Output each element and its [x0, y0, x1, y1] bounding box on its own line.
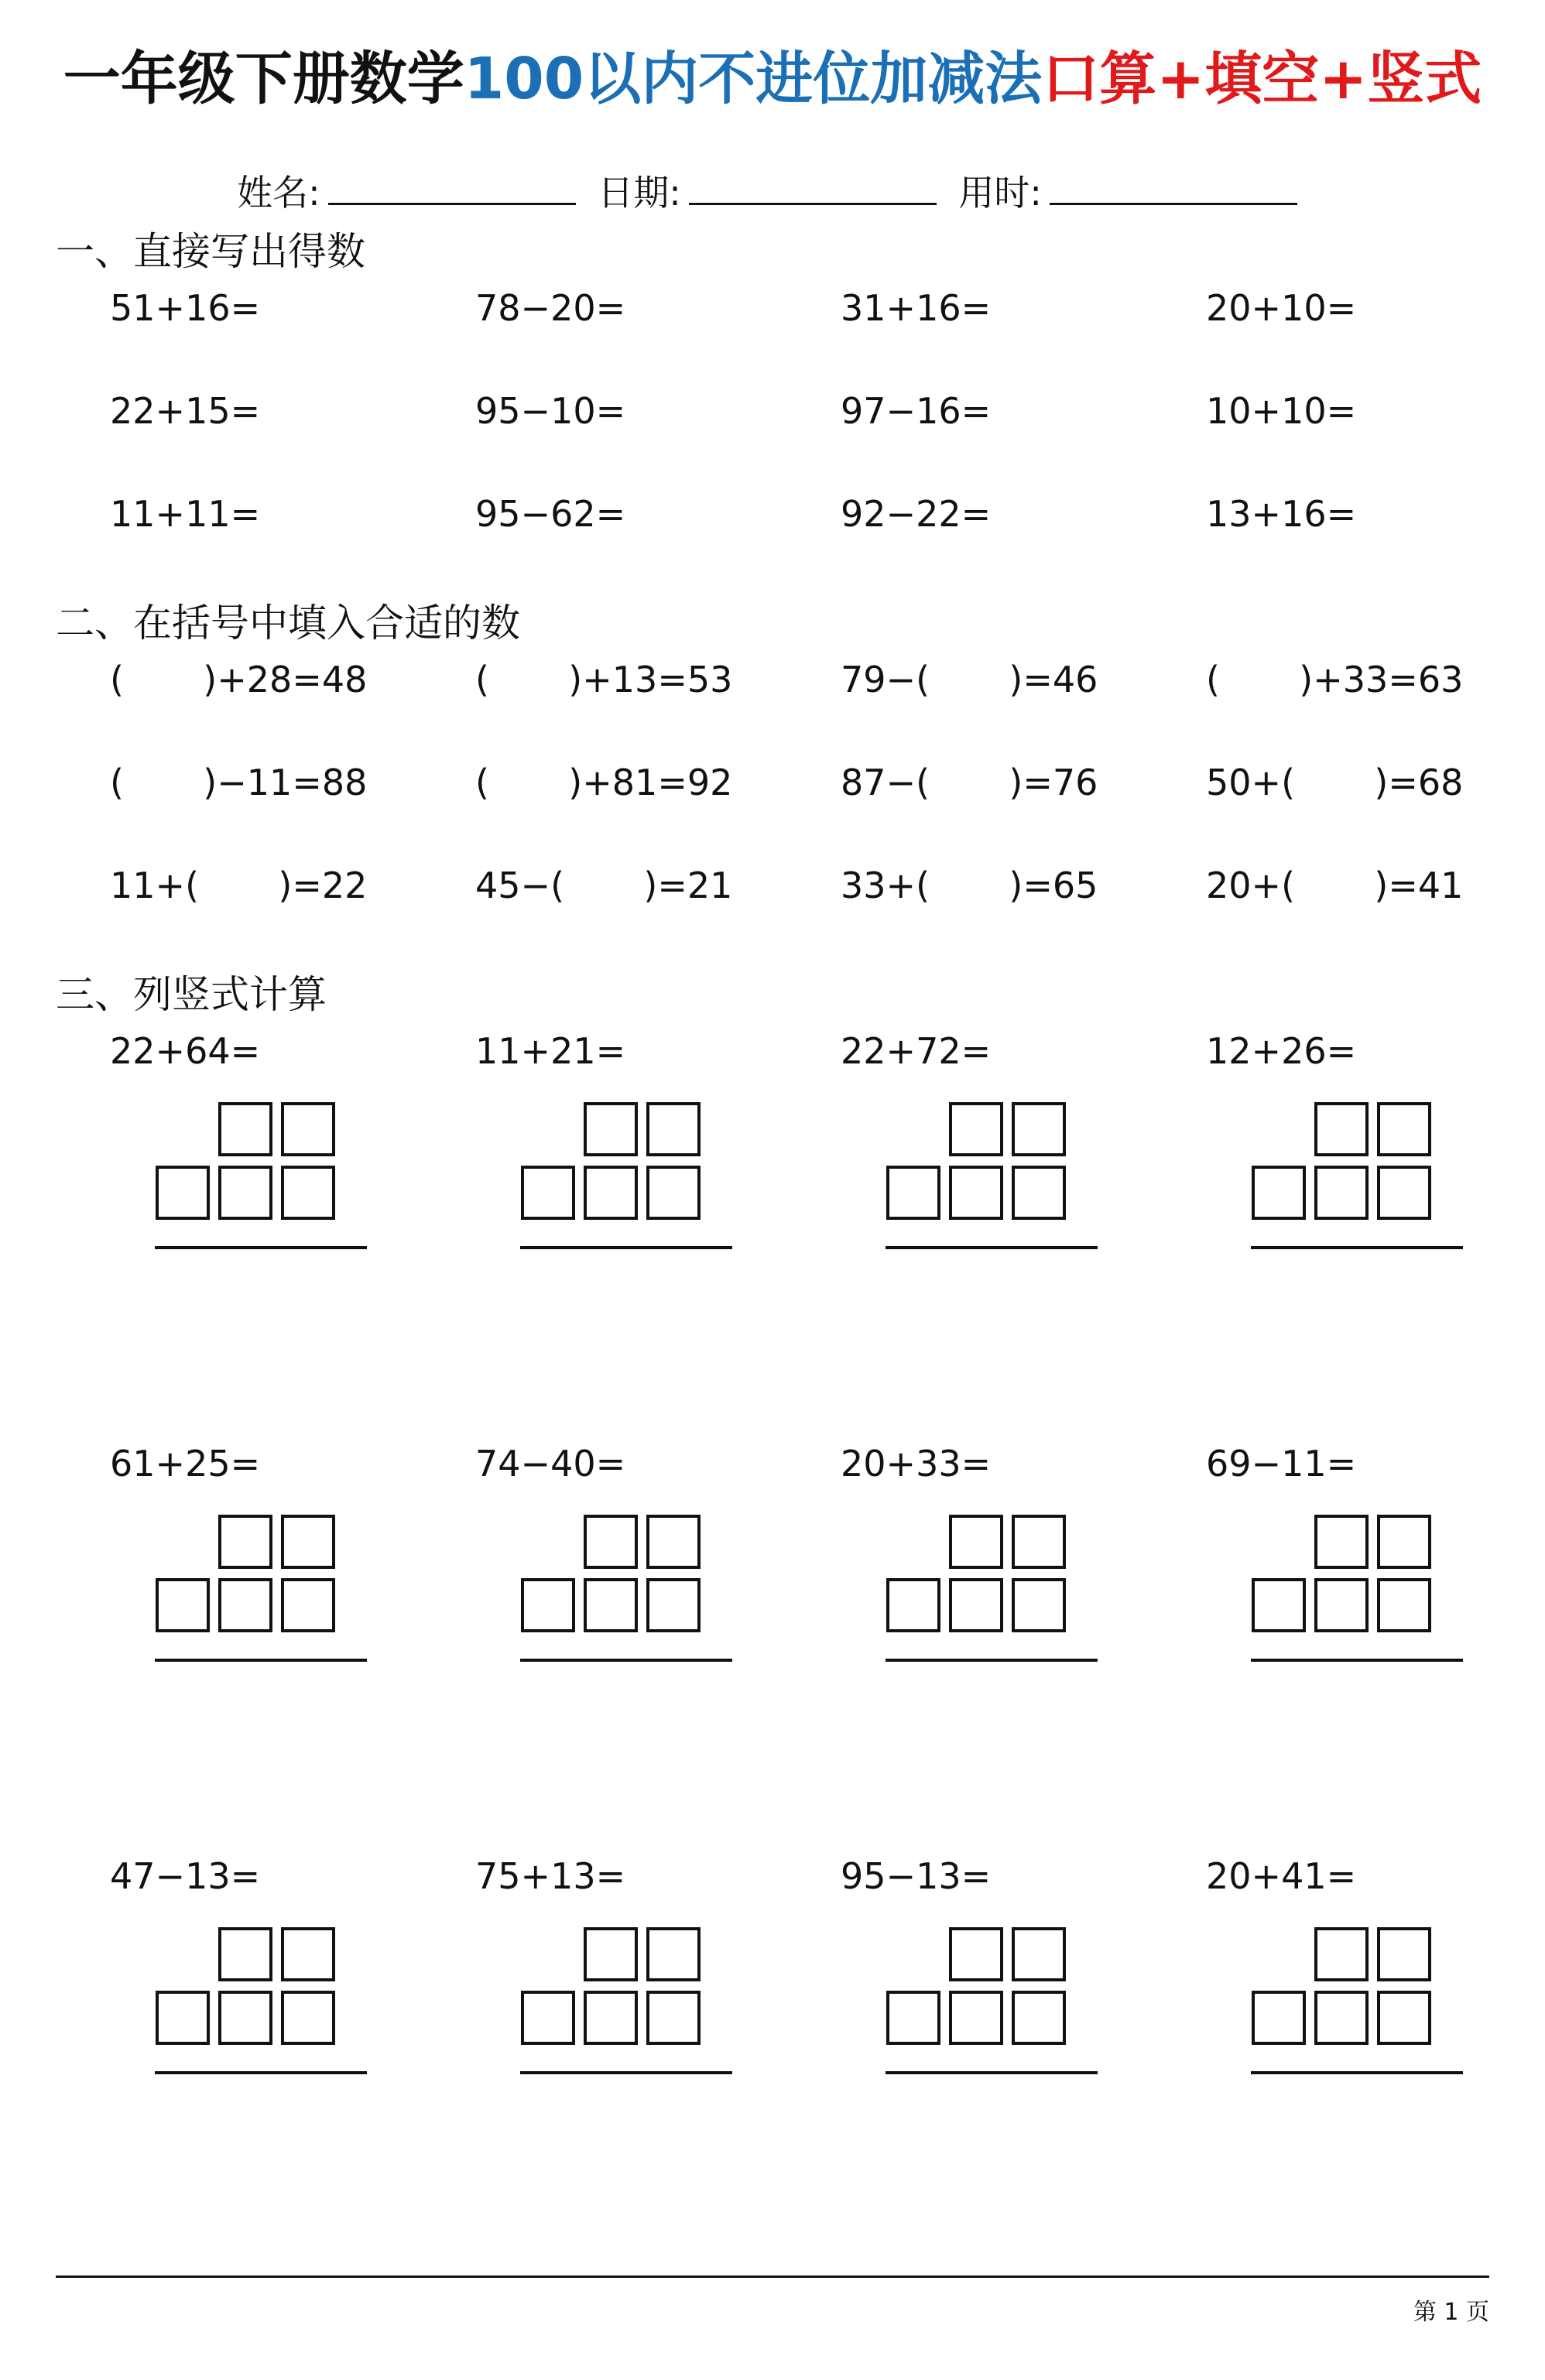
vertical-calculation-grid [886, 1515, 1098, 1662]
result-line [1251, 2071, 1463, 2074]
fill-in-blank-problem[interactable]: ( )+81=92 [475, 762, 733, 803]
digit-box[interactable] [1314, 1991, 1369, 2045]
vertical-calculation-grid [155, 1102, 367, 1249]
digit-box[interactable] [1252, 1991, 1306, 2045]
digit-box[interactable] [218, 1515, 272, 1569]
digit-box[interactable] [521, 1991, 575, 2045]
digit-box[interactable] [1314, 1166, 1369, 1220]
time-label: 用时: [958, 172, 1042, 214]
section-1-heading: 一、直接写出得数 [56, 229, 365, 274]
digit-box[interactable] [1012, 1927, 1066, 1981]
digit-box[interactable] [1314, 1578, 1369, 1632]
digit-box[interactable] [646, 1578, 701, 1632]
arithmetic-problem: 97−16= [841, 390, 992, 432]
digit-box[interactable] [949, 1166, 1003, 1220]
result-line [155, 1659, 367, 1662]
vertical-calculation-grid [155, 1515, 367, 1662]
title-part-grade: 一年级下册数学 [63, 46, 464, 112]
vertical-calculation-grid [520, 1927, 732, 2074]
section-2-heading: 二、在括号中填入合适的数 [56, 601, 520, 646]
result-line [520, 1659, 732, 1662]
digit-box[interactable] [949, 1578, 1003, 1632]
title-part-topic: 100以内不进位加减法 [464, 46, 1043, 112]
digit-box[interactable] [1377, 1102, 1431, 1156]
digit-box[interactable] [1314, 1927, 1369, 1981]
date-field[interactable] [689, 164, 937, 205]
digit-box[interactable] [646, 1102, 701, 1156]
digit-box[interactable] [218, 1166, 272, 1220]
vertical-calculation-grid [1251, 1102, 1463, 1249]
fill-in-blank-problem[interactable]: ( )+28=48 [110, 659, 368, 700]
digit-box[interactable] [1314, 1102, 1369, 1156]
result-line [1251, 1246, 1463, 1249]
digit-box[interactable] [949, 1927, 1003, 1981]
digit-box[interactable] [281, 1927, 335, 1981]
digit-box[interactable] [521, 1166, 575, 1220]
name-field[interactable] [328, 164, 576, 205]
digit-box[interactable] [584, 1102, 638, 1156]
vertical-calculation-problem: 69−11= [1206, 1443, 1357, 1485]
digit-box[interactable] [646, 1927, 701, 1981]
digit-box[interactable] [1377, 1991, 1431, 2045]
vertical-calculation-problem: 95−13= [841, 1855, 992, 1897]
digit-box[interactable] [281, 1991, 335, 2045]
digit-box[interactable] [281, 1166, 335, 1220]
digit-box[interactable] [584, 1578, 638, 1632]
digit-box[interactable] [281, 1578, 335, 1632]
digit-box[interactable] [218, 1102, 272, 1156]
arithmetic-problem: 20+10= [1206, 287, 1357, 329]
digit-box[interactable] [646, 1515, 701, 1569]
vertical-calculation-problem: 22+72= [841, 1030, 992, 1072]
digit-box[interactable] [1377, 1166, 1431, 1220]
arithmetic-problem: 11+11= [110, 493, 261, 535]
digit-box[interactable] [584, 1515, 638, 1569]
fill-in-blank-problem[interactable]: ( )+13=53 [475, 659, 733, 700]
arithmetic-problem: 95−10= [475, 390, 626, 432]
time-field[interactable] [1050, 164, 1297, 205]
digit-box[interactable] [156, 1991, 210, 2045]
digit-box[interactable] [949, 1515, 1003, 1569]
digit-box[interactable] [156, 1578, 210, 1632]
vertical-calculation-grid [1251, 1515, 1463, 1662]
arithmetic-problem: 10+10= [1206, 390, 1357, 432]
fill-in-blank-problem[interactable]: 79−( )=46 [841, 659, 1098, 700]
arithmetic-problem: 92−22= [841, 493, 992, 535]
fill-in-blank-problem[interactable]: ( )+33=63 [1206, 659, 1464, 700]
vertical-calculation-grid [1251, 1927, 1463, 2074]
digit-box[interactable] [521, 1578, 575, 1632]
fill-in-blank-problem[interactable]: 20+( )=41 [1206, 865, 1464, 906]
digit-box[interactable] [646, 1166, 701, 1220]
result-line [520, 1246, 732, 1249]
fill-in-blank-problem[interactable]: 33+( )=65 [841, 865, 1098, 906]
vertical-calculation-grid [155, 1927, 367, 2074]
result-line [886, 1659, 1098, 1662]
fill-in-blank-problem[interactable]: 11+( )=22 [110, 865, 368, 906]
worksheet-title [0, 40, 1545, 118]
digit-box[interactable] [584, 1927, 638, 1981]
fill-in-blank-problem[interactable]: 87−( )=76 [841, 762, 1098, 803]
result-line [886, 2071, 1098, 2074]
fill-in-blank-problem[interactable]: 45−( )=21 [475, 865, 733, 906]
digit-box[interactable] [584, 1991, 638, 2045]
digit-box[interactable] [1314, 1515, 1369, 1569]
vertical-calculation-problem: 22+64= [110, 1030, 261, 1072]
vertical-calculation-problem: 11+21= [475, 1030, 626, 1072]
result-line [1251, 1659, 1463, 1662]
arithmetic-problem: 78−20= [475, 287, 626, 329]
vertical-calculation-grid [886, 1927, 1098, 2074]
digit-box[interactable] [584, 1166, 638, 1220]
vertical-calculation-problem: 47−13= [110, 1855, 261, 1897]
digit-box[interactable] [949, 1102, 1003, 1156]
digit-box[interactable] [1377, 1578, 1431, 1632]
fill-in-blank-problem[interactable]: 50+( )=68 [1206, 762, 1464, 803]
digit-box[interactable] [281, 1102, 335, 1156]
digit-box[interactable] [949, 1991, 1003, 2045]
result-line [155, 1246, 367, 1249]
digit-box[interactable] [1012, 1515, 1066, 1569]
digit-box[interactable] [156, 1166, 210, 1220]
digit-box[interactable] [1252, 1166, 1306, 1220]
vertical-calculation-problem: 20+33= [841, 1443, 992, 1485]
vertical-calculation-grid [886, 1102, 1098, 1249]
vertical-calculation-grid [520, 1515, 732, 1662]
digit-box[interactable] [1012, 1578, 1066, 1632]
result-line [520, 2071, 732, 2074]
vertical-calculation-problem: 74−40= [475, 1443, 626, 1485]
fill-in-blank-problem[interactable]: ( )−11=88 [110, 762, 368, 803]
footer-divider [56, 2276, 1489, 2278]
digit-box[interactable] [646, 1991, 701, 2045]
arithmetic-problem: 95−62= [475, 493, 626, 535]
digit-box[interactable] [886, 1578, 940, 1632]
digit-box[interactable] [1377, 1515, 1431, 1569]
title-part-types: 口算+填空+竖式 [1042, 46, 1482, 112]
digit-box[interactable] [1377, 1927, 1431, 1981]
digit-box[interactable] [886, 1991, 940, 2045]
vertical-calculation-problem: 20+41= [1206, 1855, 1357, 1897]
page-number: 第 1 页 [1413, 2299, 1489, 2326]
arithmetic-problem: 22+15= [110, 390, 261, 432]
arithmetic-problem: 13+16= [1206, 493, 1357, 535]
digit-box[interactable] [218, 1991, 272, 2045]
vertical-calculation-grid [520, 1102, 732, 1249]
digit-box[interactable] [1012, 1102, 1066, 1156]
digit-box[interactable] [218, 1578, 272, 1632]
vertical-calculation-problem: 12+26= [1206, 1030, 1357, 1072]
arithmetic-problem: 31+16= [841, 287, 992, 329]
arithmetic-problem: 51+16= [110, 287, 261, 329]
result-line [155, 2071, 367, 2074]
vertical-calculation-problem: 75+13= [475, 1855, 626, 1897]
date-label: 日期: [598, 172, 681, 214]
digit-box[interactable] [886, 1166, 940, 1220]
digit-box[interactable] [281, 1515, 335, 1569]
section-3-heading: 三、列竖式计算 [56, 972, 327, 1017]
digit-box[interactable] [218, 1927, 272, 1981]
name-label: 姓名: [237, 172, 320, 214]
result-line [886, 1246, 1098, 1249]
vertical-calculation-problem: 61+25= [110, 1443, 261, 1485]
student-info-line [0, 164, 1545, 220]
digit-box[interactable] [1012, 1991, 1066, 2045]
digit-box[interactable] [1252, 1578, 1306, 1632]
digit-box[interactable] [1012, 1166, 1066, 1220]
